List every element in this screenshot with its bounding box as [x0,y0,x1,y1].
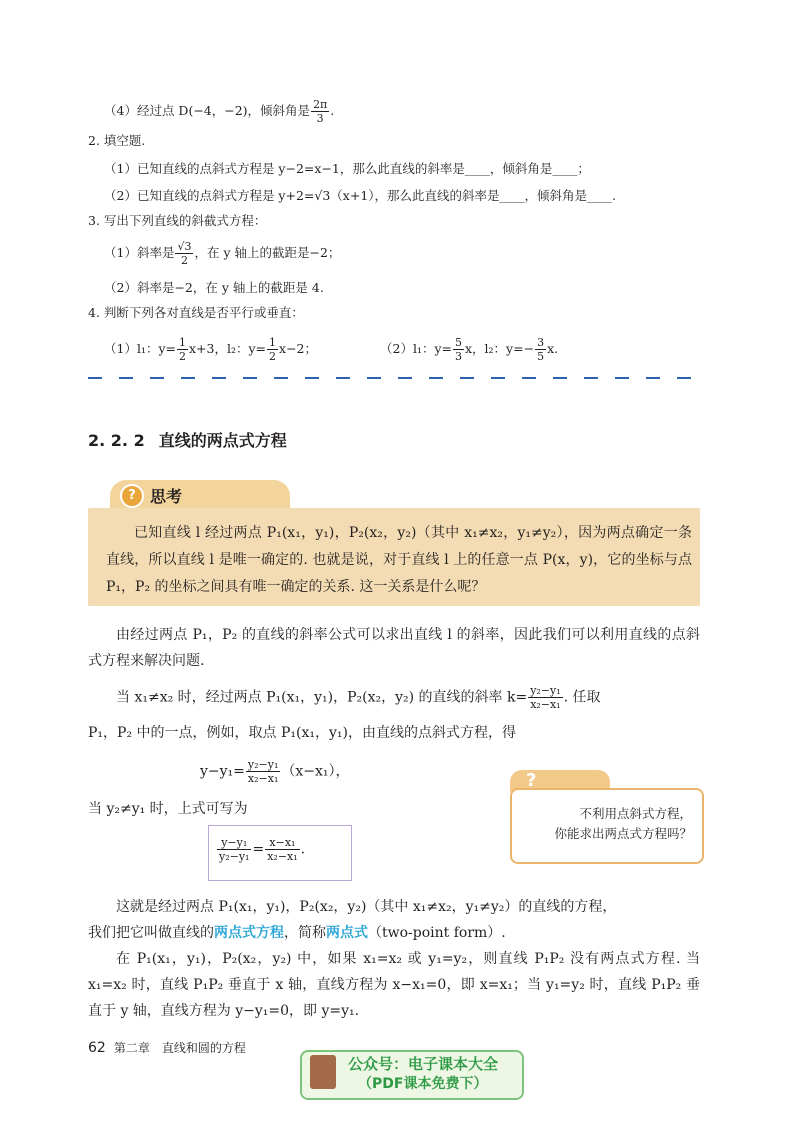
exercise-text: x+3，l₂：y= [189,341,267,356]
exercise-3-item-1 [104,240,340,267]
exercise-2-item-1: （1）已知直线的点斜式方程是 y−2=x−1，那么此直线的斜率是____，倾斜角是____； [104,161,590,176]
numerator: 3 [537,336,545,349]
point-slope-equation [200,758,350,785]
fraction [311,98,329,125]
exercise-1-item-4 [104,98,334,125]
fraction [177,336,188,363]
exercise-4-label: 4. 判断下列各对直线是否平行或垂直： [88,305,304,320]
denominator: x₂−x₁ [530,698,561,711]
formula-fraction [217,836,251,863]
question-icon: ? [120,484,144,508]
section-divider [88,377,700,379]
paragraph-4-line-1: 这就是经过两点 P₁(x₁，y₁)，P₂(x₂，y₂)（其中 x₁≠x₂，y₁≠y₂）的直线的方程， [116,899,617,915]
watermark-line-1: 公众号：电子课本大全 [348,1055,499,1073]
exercise-text: （2）l₁：y= [380,341,452,356]
sidenote-text [526,804,692,844]
question-icon: ? [526,770,537,791]
paragraph-text: ，简称 [284,925,326,941]
think-label: 思考 [150,487,183,506]
paragraph-3: 当 y₂≠y₁ 时，上式可写为 [88,801,248,817]
paragraph-1: 由经过两点 P₁，P₂ 的直线的斜率公式可以求出直线 l 的斜率，因此我们可以利用直线的点斜式方程来解决问题. [88,627,700,669]
fraction [535,336,546,363]
numerator: y−y₁ [217,836,251,850]
numerator: 1 [269,336,277,349]
numerator: 1 [179,336,186,349]
numerator: 2π [313,98,328,111]
two-point-formula [216,836,305,863]
equation-text: （x−x₁）， [281,763,350,780]
exercise-text: . [330,103,335,118]
exercise-3-label: 3. 写出下列直线的斜截式方程： [88,213,267,228]
exercise-text: ，在 y 轴上的截距是−2； [194,245,341,260]
denominator: x₂−x₁ [247,772,279,785]
page-footer [88,1039,246,1056]
exercise-2-item-2: （2）已知直线的点斜式方程是 y+2=√3（x+1），那么此直线的斜率是____，倾斜角是____. [104,188,617,203]
formula-fraction [265,836,299,863]
exercise-text: x. [547,341,559,356]
paragraph-4-line-2 [88,920,506,946]
numerator: √3 [177,240,192,253]
section-number: 2. 2. 2 [88,431,145,450]
think-text: 已知直线 l 经过两点 P₁(x₁，y₁)，P₂(x₂，y₂)（其中 x₁≠x₂，y₁≠y₂），因为两点确定一条直线，所以直线 l 是唯一确定的. 也就是说，对于直线 l 上的任意一点 P(x，y)，它的坐标与点 P₁，P₂ 的坐标之间具有唯一确定的关系. 这一关系是什么呢？ [106,525,692,595]
paragraph-text: . 任取 [563,689,601,706]
exercise-2-label: 2. 填空题. [88,133,146,148]
exercise-text: （1）l₁：y= [104,341,176,356]
paragraph-2-line-1 [116,684,601,711]
section-heading [88,428,287,451]
equation-text: y−y₁= [200,763,245,780]
numerator: y₂−y₁ [530,684,561,697]
highlighted-term: 两点式 [326,925,368,941]
denominator: x₂−x₁ [267,850,298,863]
denominator: 2 [180,254,188,267]
denominator: 3 [455,350,462,363]
fraction [267,336,278,363]
slope-fraction [528,684,562,711]
exercise-text: x−2； [279,341,318,356]
denominator: 2 [179,350,186,363]
section-title: 直线的两点式方程 [158,431,287,450]
exercise-text: （1）斜率是 [104,245,175,260]
denominator: 5 [537,350,545,363]
exercise-4-item-1 [104,336,317,363]
equation-fraction [246,758,280,785]
watermark-line-2: （PDF课本免费下） [358,1076,488,1092]
numerator: y₂−y₁ [247,758,279,771]
exercise-4-item-2 [380,336,558,363]
denominator: y₂−y₁ [219,850,250,863]
exercise-3-item-2: （2）斜率是−2，在 y 轴上的截距是 4. [104,280,324,295]
paragraph-text: 当 x₁≠x₂ 时，经过两点 P₁(x₁，y₁)，P₂(x₂，y₂) 的直线的斜率 k= [116,689,528,706]
fraction [453,336,464,363]
numerator: 5 [455,336,462,349]
paragraph-2-line-2: P₁，P₂ 中的一点，例如，取点 P₁(x₁，y₁)，由直线的点斜式方程，得 [88,725,516,741]
equals-sign: = [252,841,265,858]
fraction [175,240,193,267]
paragraph-text: （two-point form）. [368,925,506,941]
equation-text: . [300,841,306,858]
book-icon [310,1055,336,1089]
chapter-name: 第二章 直线和圆的方程 [113,1041,246,1055]
denominator: 2 [269,350,277,363]
exercise-text: （4）经过点 D(−4，−2)，倾斜角是 [104,103,311,118]
sidenote-line: 不利用点斜式方程， [579,806,692,821]
exercise-text: x，l₂：y=− [465,341,535,356]
page-number: 62 [88,1040,106,1056]
denominator: 3 [316,112,324,125]
paragraph-5: 在 P₁(x₁，y₁)，P₂(x₂，y₂) 中，如果 x₁=x₂ 或 y₁=y₂，则直线 P₁P₂ 没有两点式方程. 当 x₁=x₂ 时，直线 P₁P₂ 垂直于 x 轴，直线方程为 x−x₁=0，即 x=x₁；当 y₁=y₂ 时，直线 P₁P₂ 垂直于 y 轴，直线方程为 y−y₁=0，即 y=y₁. [88,951,700,1019]
highlighted-term: 两点式方程 [214,925,284,941]
numerator: x−x₁ [265,836,299,850]
sidenote-line: 你能求出两点式方程吗？ [554,826,692,841]
paragraph-text: 我们把它叫做直线的 [88,925,214,941]
